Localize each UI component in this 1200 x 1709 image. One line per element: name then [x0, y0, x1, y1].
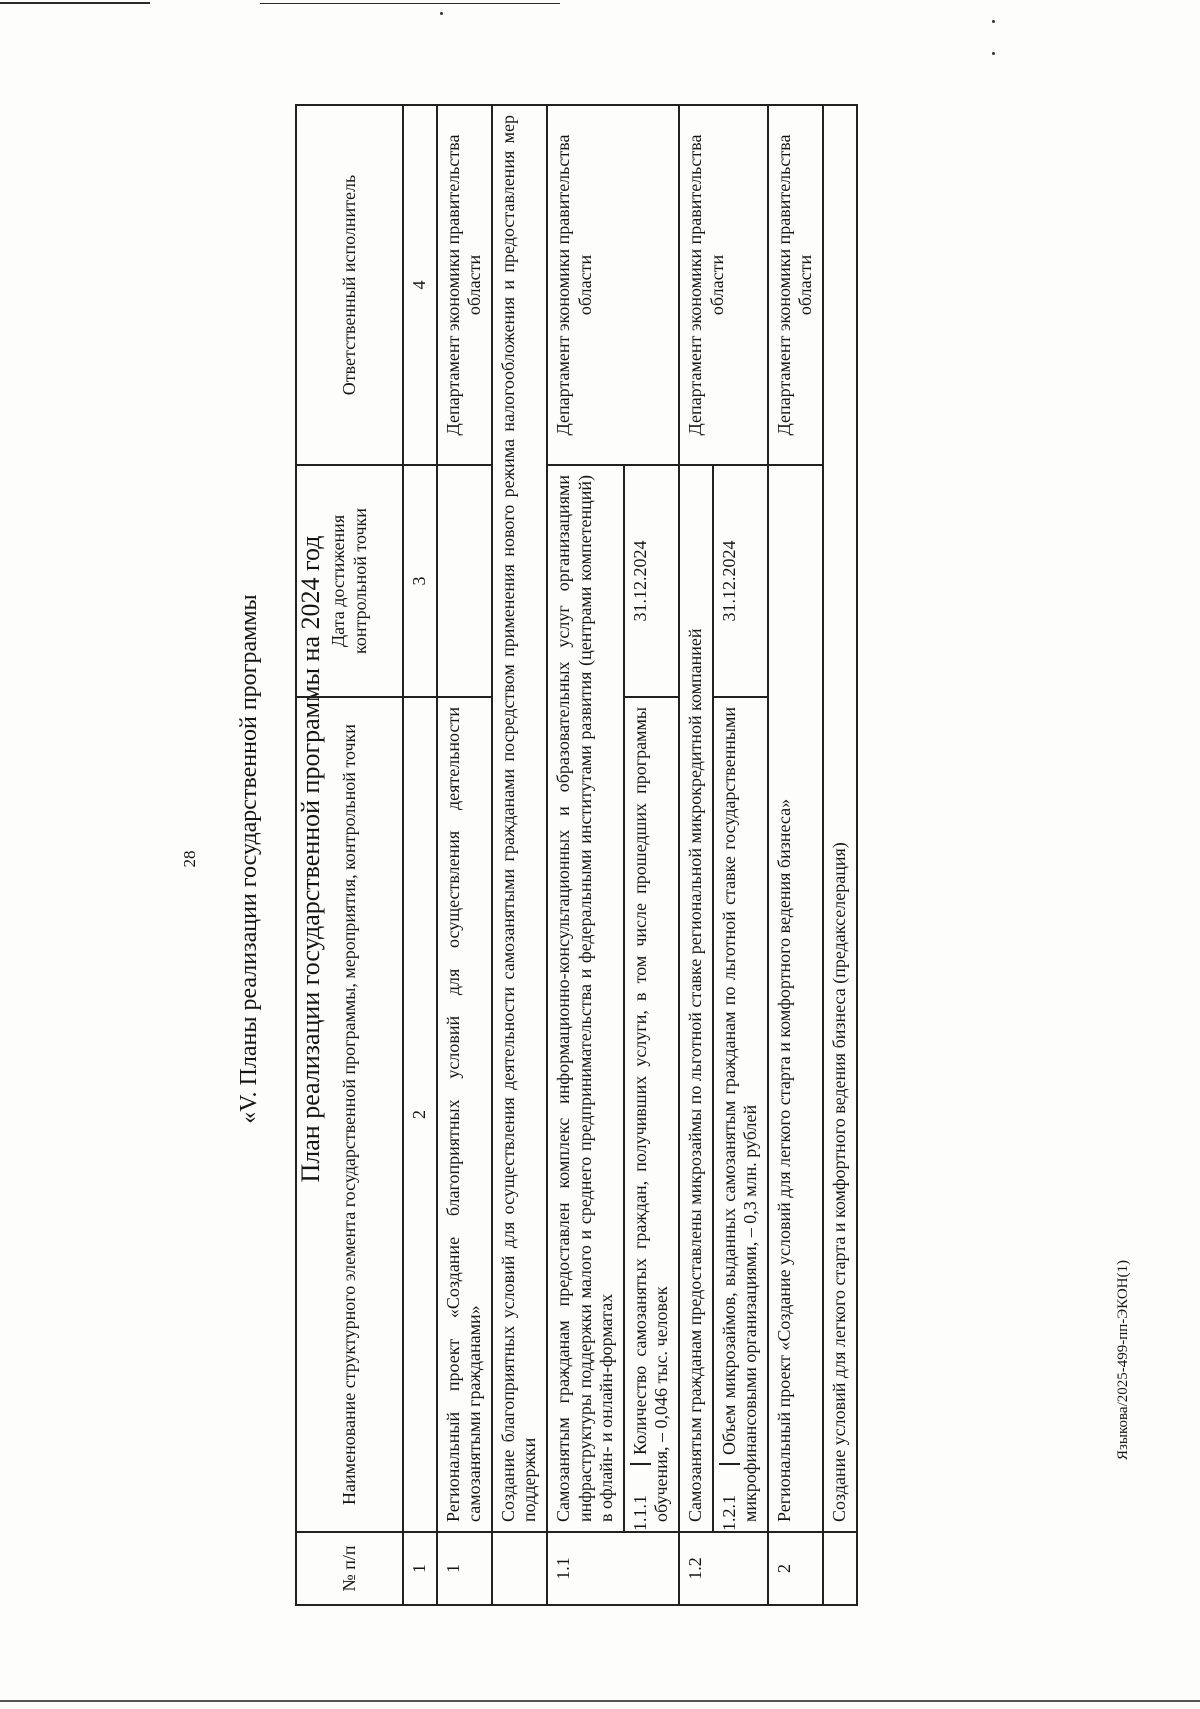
rotated-page-content [170, 9, 1085, 1709]
row-number: 1 [437, 1532, 492, 1605]
row-date: 31.12.2024 [713, 465, 768, 697]
column-number: 1 [403, 1532, 437, 1605]
row-executor: Департамент экономики правительства области [768, 105, 823, 465]
column-number: 2 [403, 697, 437, 1532]
row-number: 1.2.1 [719, 1463, 741, 1531]
header-number: № п/п [296, 1532, 403, 1605]
row-number: 1.1 [547, 1532, 679, 1605]
scan-line-top-mid [260, 3, 560, 4]
table-row [437, 105, 492, 1605]
header-executor: Ответственный исполнитель [296, 105, 403, 465]
plan-table [295, 104, 858, 1606]
table-header-row [296, 105, 403, 1605]
row-name: Количество самозанятых граждан, получивших услуги, в том числе прошедших программы обучения, – 0,046 тыс. человек [629, 707, 672, 1522]
row-number [823, 1532, 857, 1605]
table-row [547, 105, 624, 1605]
plan-title: План реализации государственной программы на 2024 год [296, 535, 325, 1183]
row-number: 1.1.1 [630, 1463, 652, 1531]
task-text: Создание условий для легкого старта и комфортного ведения бизнеса (предакселерация) [823, 105, 857, 1532]
row-name: Самозанятым гражданам предоставлен комплекс информационно-консультационных и образовательных услуг организациями инфраструктуры поддержки малого и среднего предпринимательства и федеральными институтами развития (центрами компетенций) в офлайн- и онлайн-форматах [547, 465, 624, 1532]
row-number: 2 [768, 1532, 823, 1605]
row-executor: Департамент экономики правительства области [679, 105, 768, 465]
row-name: Самозанятым гражданам предоставлены микрозаймы по льготной ставке региональной микрокредитной компанией [679, 465, 713, 1532]
row-number: 1.2 [679, 1532, 768, 1605]
row-date [437, 465, 492, 697]
row-name: Региональный проект «Создание благоприятных условий для осуществления деятельности самозанятыми гражданами» [437, 697, 492, 1532]
document-filename: Языкова/2025-499-пп-ЭКОН(1) [1115, 1260, 1131, 1460]
table-row [679, 105, 713, 1605]
task-row [823, 105, 857, 1605]
column-number-row [403, 105, 437, 1605]
scan-line-top-left [0, 2, 150, 4]
row-date: 31.12.2024 [624, 465, 679, 697]
row-name: Региональный проект «Создание условий для легкого старта и комфортного ведения бизнеса» [768, 465, 823, 1532]
row-executor: Департамент экономики правительства области [547, 105, 679, 465]
table-row [768, 105, 823, 1605]
column-number: 3 [403, 465, 437, 697]
header-date: Дата достижения контрольной точки [296, 465, 403, 697]
column-number: 4 [403, 105, 437, 465]
row-number [492, 1532, 547, 1605]
row-name [624, 697, 679, 1532]
row-name [713, 697, 768, 1532]
row-executor: Департамент экономики правительства области [437, 105, 492, 465]
task-text: Создание благоприятных условий для осуществления деятельности самозанятыми гражданами посредством применения нового режима налогообложения и предоставления мер поддержки [492, 105, 547, 1532]
task-row [492, 105, 547, 1605]
page-number: 28 [180, 850, 199, 868]
row-name: Объем микрозаймов, выданных самозанятым гражданам по льготной ставке государственными микрофинансовыми организациями, – 0,3 млн. рублей [718, 707, 761, 1522]
section-title: «V. Планы реализации государственной программы [236, 594, 262, 1124]
header-name: Наименование структурного элемента государственной программы, мероприятия, контрольной точки [296, 697, 403, 1532]
